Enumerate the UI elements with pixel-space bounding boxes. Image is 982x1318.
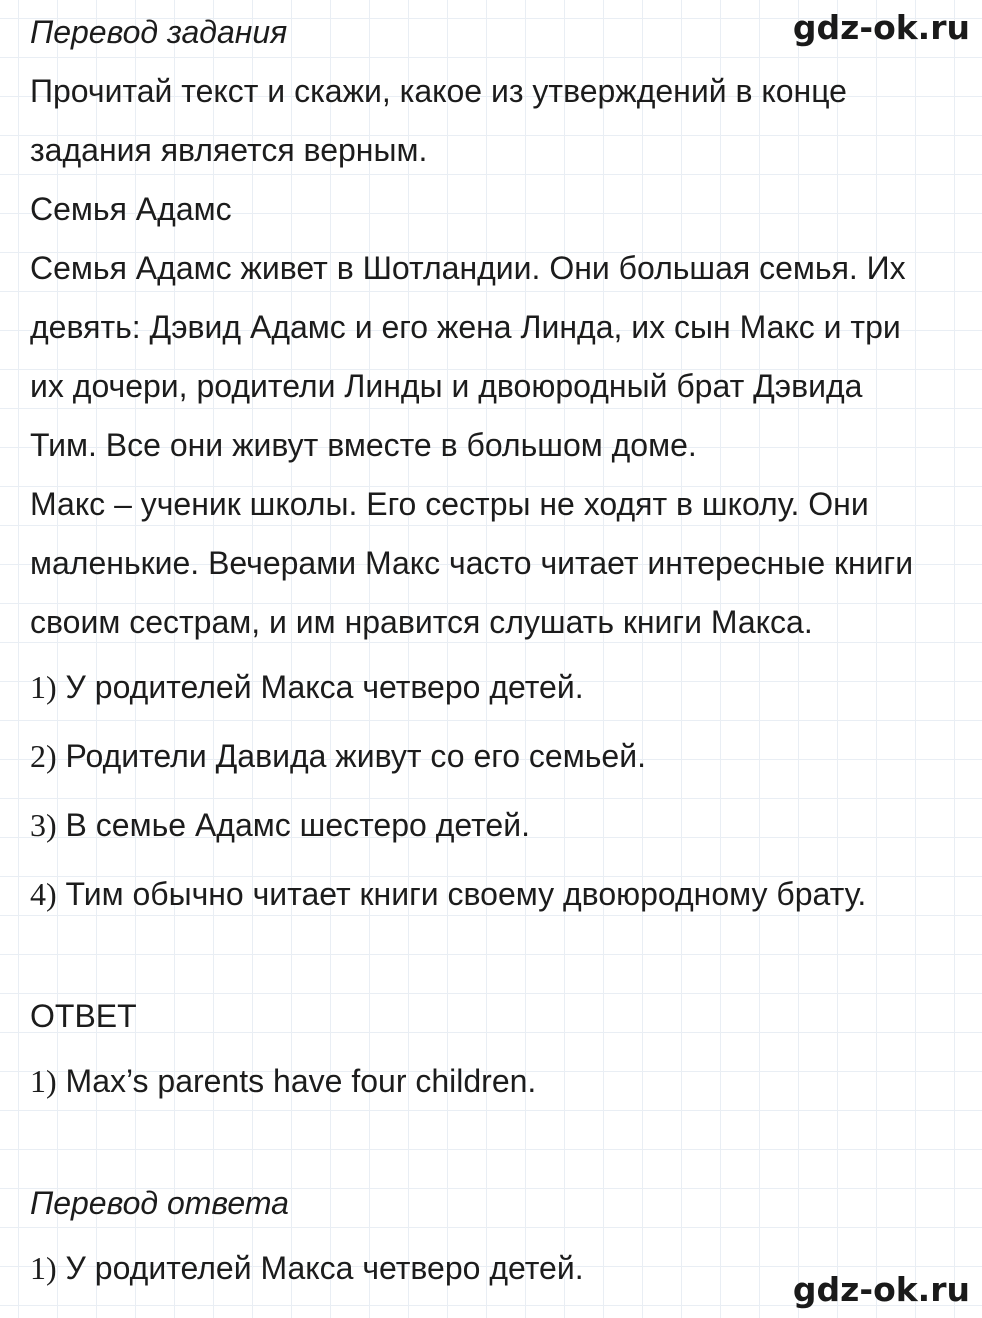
story-title: Семья Адамс (30, 191, 232, 227)
statement-text: Тим обычно читает книги своему двоюродному брату. (65, 876, 867, 912)
statement-number: 1) (30, 669, 57, 705)
answer-translation-item (30, 1248, 584, 1288)
site-watermark-bottom: gdz-ok.ru (792, 1270, 970, 1309)
statement-item (30, 874, 866, 914)
statement-item (30, 805, 530, 845)
statement-text: В семье Адамс шестеро детей. (65, 807, 530, 843)
statement-item (30, 736, 646, 776)
statement-item (30, 667, 584, 707)
story-line: Семья Адамс живет в Шотландии. Они большая семья. Их (30, 250, 906, 286)
story-line: девять: Дэвид Адамс и его жена Линда, их сын Макс и три (30, 309, 901, 345)
story-line: их дочери, родители Линды и двоюродный брат Дэвида (30, 368, 863, 404)
answer-translation-heading: Перевод ответа (30, 1185, 289, 1221)
statement-number: 2) (30, 738, 57, 774)
answer-item (30, 1061, 536, 1101)
story-line: своим сестрам, и им нравится слушать книги Макса. (30, 604, 813, 640)
answer-heading: ОТВЕТ (30, 998, 137, 1034)
statement-number: 3) (30, 807, 57, 843)
task-translation-heading: Перевод задания (30, 14, 288, 50)
instruction-line: задания является верным. (30, 132, 428, 168)
answer-translation-number: 1) (30, 1250, 57, 1286)
instruction-line: Прочитай текст и скажи, какое из утверждений в конце (30, 73, 847, 109)
story-line: маленькие. Вечерами Макс часто читает интересные книги (30, 545, 914, 581)
answer-number: 1) (30, 1063, 57, 1099)
answer-text: Max’s parents have four children. (65, 1063, 537, 1099)
story-line: Тим. Все они живут вместе в большом доме. (30, 427, 697, 463)
statement-text: Родители Давида живут со его семьей. (65, 738, 646, 774)
statement-number: 4) (30, 876, 57, 912)
answer-translation-text: У родителей Макса четверо детей. (65, 1250, 584, 1286)
story-line: Макс – ученик школы. Его сестры не ходят в школу. Они (30, 486, 869, 522)
site-watermark-top: gdz-ok.ru (792, 8, 970, 47)
statement-text: У родителей Макса четверо детей. (65, 669, 584, 705)
